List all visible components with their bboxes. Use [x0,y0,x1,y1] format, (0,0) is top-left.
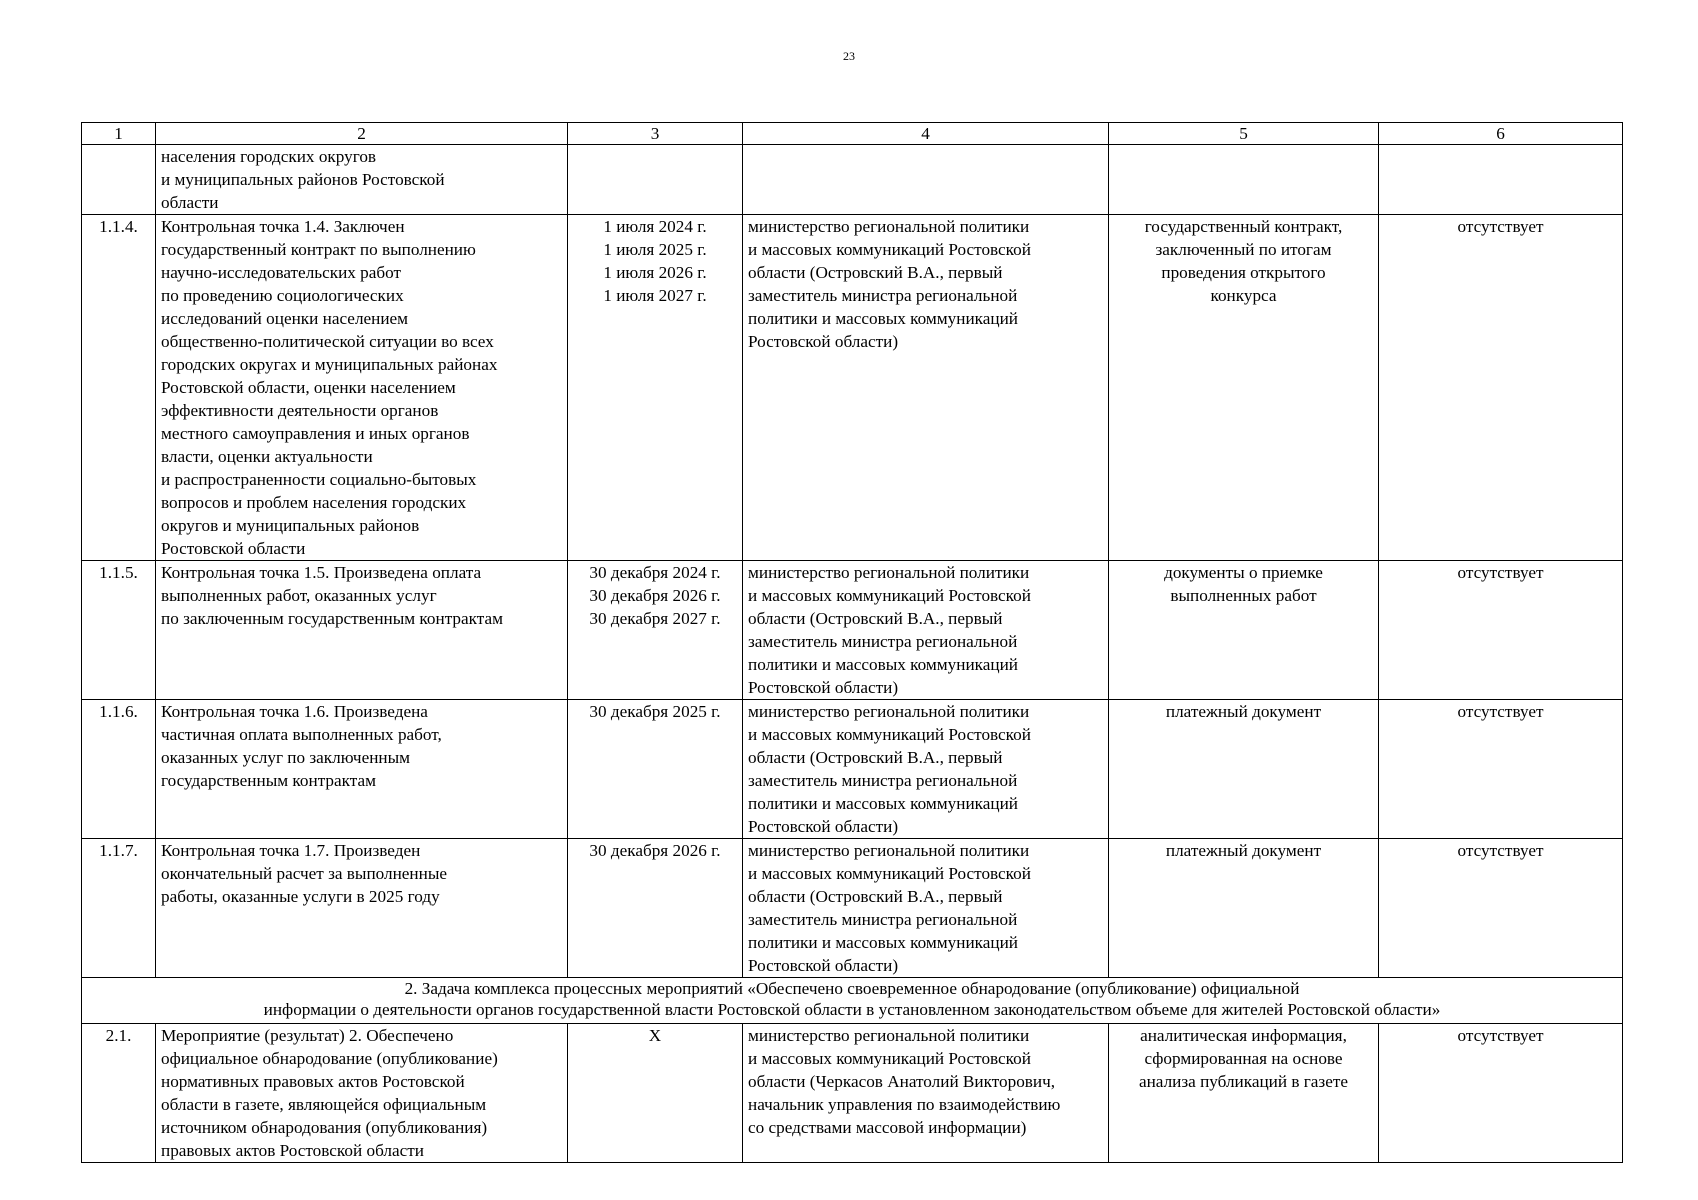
deadline-dates-line: 1 июля 2026 г. [603,263,707,282]
deadline-dates [568,700,743,839]
activity-description-line: официальное обнародование (опубликование) [161,1049,498,1068]
confirming-document-line: сформированная на основе [1144,1049,1343,1068]
confirming-document [1109,561,1379,700]
confirming-document [1109,1024,1379,1163]
deadline-dates-line: 30 декабря 2026 г. [589,841,721,860]
responsible-executor-line: со средствами массовой информации) [748,1118,1027,1137]
deadline-dates-line: 30 декабря 2024 г. [589,563,721,582]
risk-status [1379,145,1623,215]
activity-description-line: оказанных услуг по заключенным [161,748,411,767]
responsible-executor-line: министерство региональной политики [748,1026,1030,1045]
responsible-executor-line: области (Островский В.А., первый [748,748,1003,767]
activity-description-line: области в газете, являющейся официальным [161,1095,487,1114]
header-cell: 6 [1379,123,1623,145]
responsible-executor-line: министерство региональной политики [748,217,1030,236]
confirming-document [1109,215,1379,561]
responsible-executor-line: политики и массовых коммуникаций [748,933,1018,952]
activity-description-line: Ростовской области [161,539,306,558]
activity-description-line: Контрольная точка 1.5. Произведена оплата [161,563,482,582]
table-row [82,561,1623,700]
header-cell: 3 [568,123,743,145]
responsible-executor-line: министерство региональной политики [748,841,1030,860]
responsible-executor-line: и массовых коммуникаций Ростовской [748,1049,1031,1068]
risk-status-line: отсутствует [1457,841,1544,860]
activity-description-line: городских округах и муниципальных районах [161,355,498,374]
activity-description-line: общественно-политической ситуации во всех [161,332,494,351]
header-cell: 2 [156,123,568,145]
responsible-executor-line: Ростовской области) [748,332,899,351]
activity-description-line: правовых актов Ростовской области [161,1141,424,1160]
responsible-executor [743,561,1109,700]
section-row [82,978,1623,1024]
activity-description [156,215,568,561]
risk-status [1379,1024,1623,1163]
row-number [82,145,156,215]
risk-status [1379,561,1623,700]
activity-description-line: государственный контракт по выполнению [161,240,476,259]
responsible-executor-line: министерство региональной политики [748,702,1030,721]
activities-table [81,122,1623,1163]
responsible-executor-line: Ростовской области) [748,678,899,697]
activity-description-line: работы, оказанные услуги в 2025 году [161,887,440,906]
responsible-executor-line: заместитель министра региональной [748,910,1018,929]
activity-description-line: и распространенности социально-бытовых [161,470,477,489]
responsible-executor-line: области (Островский В.А., первый [748,609,1003,628]
deadline-dates-line: 1 июля 2027 г. [603,286,707,305]
risk-status-line: отсутствует [1457,702,1544,721]
confirming-document-line: аналитическая информация, [1140,1026,1347,1045]
activity-description [156,839,568,978]
row-number: 2.1. [82,1024,156,1163]
deadline-dates-line: X [648,1026,662,1045]
activity-description-line: по заключенным государственным контрактам [161,609,503,628]
section-title-line: 2. Задача комплекса процессных мероприятий «Обеспечено своевременное обнародование (опубликование) официальной [404,979,1300,998]
header-row [82,123,1623,145]
activity-description-line: источником обнародования (опубликования) [161,1118,488,1137]
responsible-executor [743,839,1109,978]
risk-status-line: отсутствует [1457,563,1544,582]
risk-status [1379,215,1623,561]
responsible-executor-line: области (Черкасов Анатолий Викторович, [748,1072,1056,1091]
activity-description [156,561,568,700]
deadline-dates-line: 30 декабря 2026 г. [589,586,721,605]
confirming-document-line: документы о приемке [1164,563,1323,582]
deadline-dates-line: 1 июля 2025 г. [603,240,707,259]
header-cell: 5 [1109,123,1379,145]
activity-description-line: области [161,193,219,212]
deadline-dates-line: 1 июля 2024 г. [603,217,707,236]
row-number: 1.1.5. [82,561,156,700]
confirming-document-line: платежный документ [1165,841,1322,860]
responsible-executor [743,215,1109,561]
responsible-executor-line: и массовых коммуникаций Ростовской [748,586,1031,605]
deadline-dates [568,561,743,700]
section-title-line: информации о деятельности органов государственной власти Ростовской области в установленном законодательством объеме для жителей Ростовской области» [263,1000,1441,1019]
activity-description-line: эффективности деятельности органов [161,401,439,420]
activity-description [156,145,568,215]
deadline-dates [568,145,743,215]
confirming-document-line: конкурса [1210,286,1277,305]
risk-status [1379,700,1623,839]
responsible-executor-line: политики и массовых коммуникаций [748,655,1018,674]
activity-description-line: Контрольная точка 1.7. Произведен [161,841,421,860]
activity-description-line: научно-исследовательских работ [161,263,402,282]
activity-description-line: выполненных работ, оказанных услуг [161,586,437,605]
confirming-document-line: выполненных работ [1170,586,1317,605]
row-number: 1.1.7. [82,839,156,978]
header-cell: 1 [82,123,156,145]
confirming-document [1109,839,1379,978]
responsible-executor-line: области (Островский В.А., первый [748,887,1003,906]
activity-description-line: частичная оплата выполненных работ, [161,725,442,744]
page-number: 23 [843,49,855,63]
activity-description-line: вопросов и проблем населения городских [161,493,467,512]
responsible-executor-line: заместитель министра региональной [748,771,1018,790]
deadline-dates [568,1024,743,1163]
activity-description-line: государственным контрактам [161,771,376,790]
risk-status-line: отсутствует [1457,217,1544,236]
responsible-executor-line: и массовых коммуникаций Ростовской [748,240,1031,259]
activity-description-line: исследований оценки населением [161,309,409,328]
activity-description [156,1024,568,1163]
activity-description-line: и муниципальных районов Ростовской [161,170,445,189]
deadline-dates [568,839,743,978]
table-row [82,700,1623,839]
table-row [82,1024,1623,1163]
activity-description-line: нормативных правовых актов Ростовской [161,1072,465,1091]
table-row [82,215,1623,561]
activity-description-line: Контрольная точка 1.6. Произведена [161,702,428,721]
responsible-executor-line: политики и массовых коммуникаций [748,309,1018,328]
responsible-executor-line: Ростовской области) [748,956,899,975]
confirming-document-line: заключенный по итогам [1155,240,1332,259]
responsible-executor-line: и массовых коммуникаций Ростовской [748,725,1031,744]
activity-description-line: Мероприятие (результат) 2. Обеспечено [161,1026,454,1045]
responsible-executor [743,700,1109,839]
responsible-executor-line: заместитель министра региональной [748,286,1018,305]
row-number: 1.1.6. [82,700,156,839]
deadline-dates [568,215,743,561]
responsible-executor-line: и массовых коммуникаций Ростовской [748,864,1031,883]
activity-description-line: населения городских округов [161,147,377,166]
activity-description-line: округов и муниципальных районов [161,516,420,535]
deadline-dates-line: 30 декабря 2025 г. [589,702,721,721]
responsible-executor-line: политики и массовых коммуникаций [748,794,1018,813]
responsible-executor-line: министерство региональной политики [748,563,1030,582]
confirming-document-line: платежный документ [1165,702,1322,721]
confirming-document-line: государственный контракт, [1144,217,1343,236]
activity-description-line: Контрольная точка 1.4. Заключен [161,217,405,236]
responsible-executor-line: Ростовской области) [748,817,899,836]
activity-description-line: власти, оценки актуальности [161,447,373,466]
table-row [82,839,1623,978]
activity-description-line: Ростовской области, оценки населением [161,378,456,397]
row-number: 1.1.4. [82,215,156,561]
activity-description-line: местного самоуправления и иных органов [161,424,470,443]
responsible-executor-line: начальник управления по взаимодействию [748,1095,1061,1114]
responsible-executor [743,145,1109,215]
activity-description [156,700,568,839]
risk-status [1379,839,1623,978]
responsible-executor-line: заместитель министра региональной [748,632,1018,651]
responsible-executor-line: области (Островский В.А., первый [748,263,1003,282]
table-row [82,145,1623,215]
confirming-document [1109,145,1379,215]
header-cell: 4 [743,123,1109,145]
confirming-document [1109,700,1379,839]
confirming-document-line: анализа публикаций в газете [1138,1072,1348,1091]
activity-description-line: по проведению социологических [161,286,404,305]
section-title [82,978,1623,1024]
risk-status-line: отсутствует [1457,1026,1544,1045]
deadline-dates-line: 30 декабря 2027 г. [589,609,721,628]
activity-description-line: окончательный расчет за выполненные [161,864,447,883]
responsible-executor [743,1024,1109,1163]
confirming-document-line: проведения открытого [1161,263,1326,282]
